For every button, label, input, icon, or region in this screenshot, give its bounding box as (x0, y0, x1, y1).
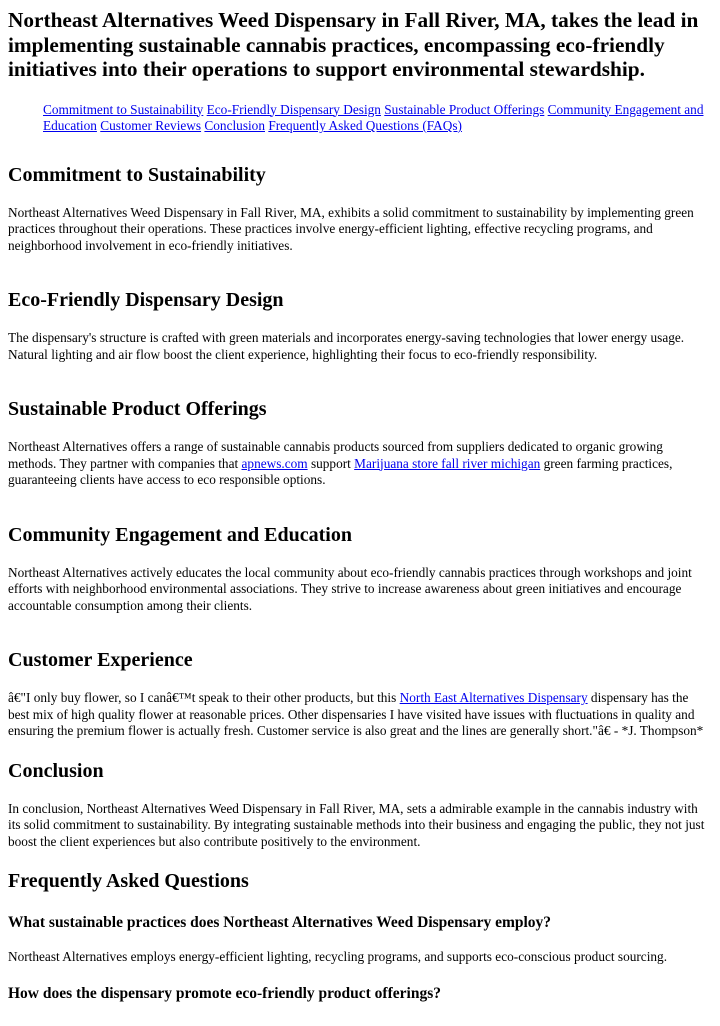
products-text-part-1: Northeast Alternatives offers a range of sustainable cannabis products sourced from suppliers dedicated to organic growing methods. They partner with companies that (8, 439, 663, 471)
apnews-link[interactable]: apnews.com (241, 455, 308, 471)
north-east-alternatives-link[interactable]: North East Alternatives Dispensary (399, 690, 588, 705)
toc-link-conclusion[interactable]: Conclusion (204, 118, 265, 133)
page-title: Northeast Alternatives Weed Dispensary in Fall River, MA, takes the lead in implementing sustainable cannabis practices, encompassing eco-friendly initiatives into their operations to support environmental stewardship. (8, 8, 699, 81)
section-heading-commitment: Commitment to Sustainability (8, 163, 266, 186)
section-heading-products: Sustainable Product Offerings (8, 398, 267, 420)
faq-question-1: What sustainable practices does Northeast Alternatives Weed Dispensary employ? (8, 914, 552, 931)
section-heading-design: Eco-Friendly Dispensary Design (8, 289, 284, 311)
faq-answer-1: Northeast Alternatives employs energy-efficient lighting, recycling programs, and supports eco-conscious product sourcing. (8, 949, 668, 964)
customer-review-text (8, 690, 712, 740)
toc-link-commitment[interactable]: Commitment to Sustainability (43, 101, 204, 117)
table-of-contents (8, 102, 712, 135)
products-text-part-3: green farming practices, guaranteeing clients have access to eco responsible options. (8, 455, 673, 487)
faq-question-2: How does the dispensary promote eco-friendly product offerings? (8, 984, 441, 1002)
review-text-part-2: dispensary has the best mix of high quality flower at reasonable prices. Other dispensaries I have visited have issues with fluctuations in quality and ensuring the premium flower is actually fresh. Customer service is also great and the lines are generally short."â€ - *J. Thompson* (8, 690, 704, 738)
article (0, 8, 720, 1003)
toc-link-community[interactable]: Community Engagement and Education (43, 101, 704, 133)
section-heading-conclusion: Conclusion (8, 759, 104, 782)
toc-link-design[interactable]: Eco-Friendly Dispensary Design (206, 101, 381, 117)
marijuana-store-link[interactable]: Marijuana store fall river michigan (354, 455, 541, 471)
review-text-part-1: â€"I only buy flower, so I canâ€™t speak to their other products, but this (8, 690, 400, 705)
section-heading-faq: Frequently Asked Questions (8, 870, 249, 892)
section-text-design: The dispensary's structure is crafted with green materials and incorporates energy-saving technologies that lower energy usage. Natural lighting and air flow boost the client experience, highlighting their focus to eco-friendly responsibility. (8, 330, 685, 362)
section-text-products (8, 439, 712, 489)
toc-link-products[interactable]: Sustainable Product Offerings (384, 101, 545, 117)
section-text-community: Northeast Alternatives actively educates the local community about eco-friendly cannabis practices through workshops and joint efforts with neighborhood environmental associations. They strive to increase awareness about green initiatives and encourage accountable consumption among their clients. (8, 564, 692, 613)
toc-link-reviews[interactable]: Customer Reviews (100, 118, 202, 133)
section-text-commitment: Northeast Alternatives Weed Dispensary in Fall River, MA, exhibits a solid commitment to sustainability by implementing green practices throughout their operations. These practices involve energy-efficient lighting, effective recycling programs, and neighborhood involvement in eco-friendly initiatives. (8, 204, 694, 253)
section-text-conclusion: In conclusion, Northeast Alternatives Weed Dispensary in Fall River, MA, sets a admirable example in the cannabis industry with its solid commitment to sustainability. By integrating sustainable methods into their business and engaging the public, they not just boost the client experiences but also contribute positively to the environment. (8, 800, 705, 849)
section-heading-community: Community Engagement and Education (8, 523, 352, 546)
products-text-part-2: support (307, 455, 355, 471)
toc-link-faqs[interactable]: Frequently Asked Questions (FAQs) (268, 118, 462, 133)
section-heading-experience: Customer Experience (8, 649, 193, 671)
